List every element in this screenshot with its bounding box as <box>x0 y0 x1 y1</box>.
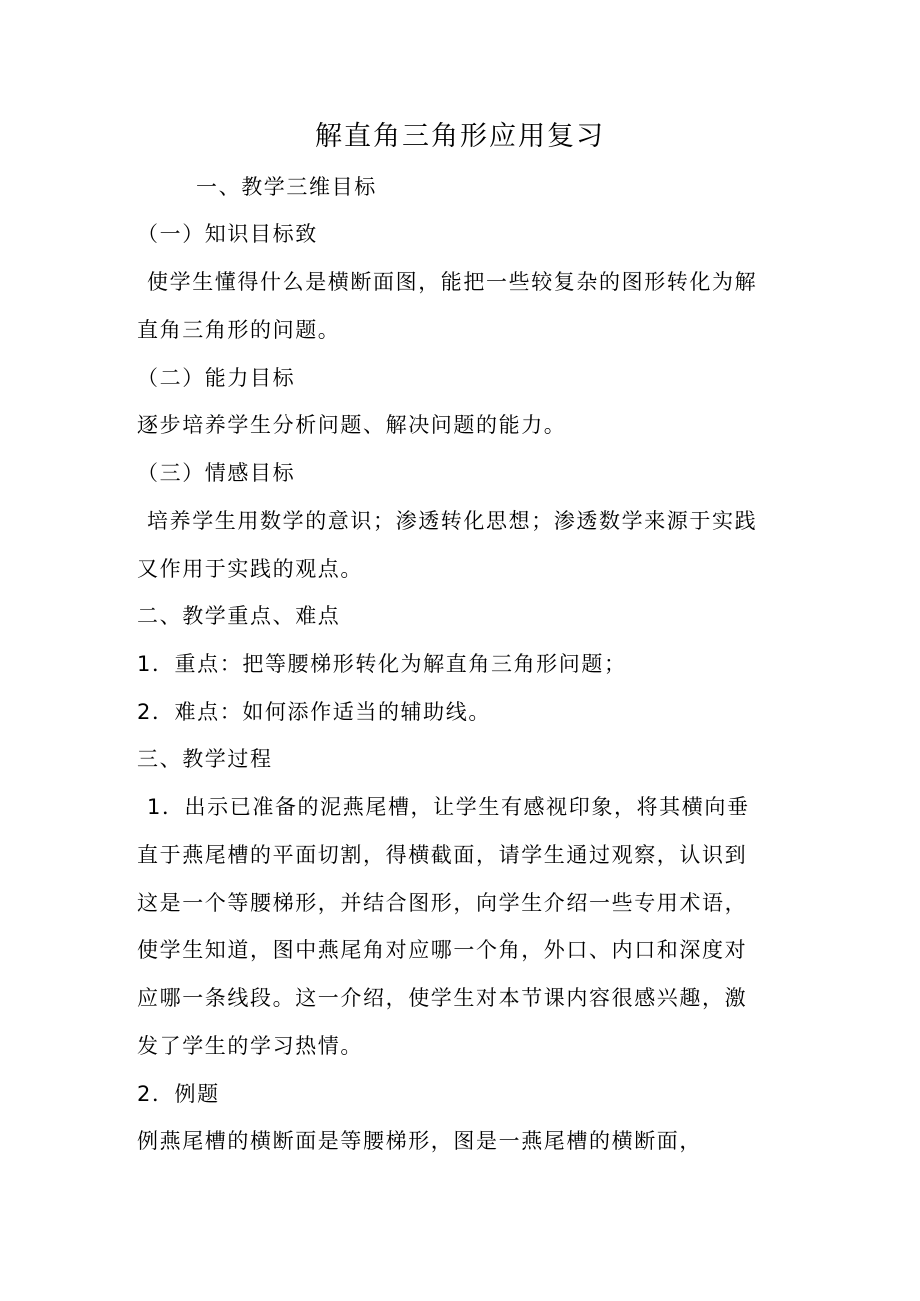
paragraph-line: 1．出示已准备的泥燕尾槽，让学生有感视印象，将其横向垂 <box>147 795 750 819</box>
paragraph-line: 应哪一条线段。这一介绍，使学生对本节课内容很感兴趣，激 <box>137 986 748 1010</box>
paragraph-line: 使学生知道，图中燕尾角对应哪一个角，外口、内口和深度对 <box>137 938 748 962</box>
paragraph-line: 直于燕尾槽的平面切割，得横截面，请学生通过观察，认识到 <box>137 843 748 867</box>
paragraph-line: 逐步培养学生分析问题、解决问题的能力。 <box>137 413 567 437</box>
subheading-knowledge-objective: （一）知识目标致 <box>137 222 318 246</box>
paragraph-line: 培养学生用数学的意识；渗透转化思想；渗透数学来源于实践 <box>147 509 758 533</box>
heading-3-process: 三、教学过程 <box>137 747 273 771</box>
document-title: 解直角三角形应用复习 <box>315 121 605 152</box>
paragraph-line: 使学生懂得什么是横断面图，能把一些较复杂的图形转化为解 <box>147 270 758 294</box>
subheading-emotion-objective: （三）情感目标 <box>137 461 296 485</box>
subheading-ability-objective: （二）能力目标 <box>137 366 296 390</box>
paragraph-line: 例燕尾槽的横断面是等腰梯形，图是一燕尾槽的横断面， <box>137 1129 702 1153</box>
paragraph-line: 直角三角形的问题。 <box>137 318 341 342</box>
heading-2-key-points: 二、教学重点、难点 <box>137 604 341 628</box>
paragraph-line: 这是一个等腰梯形，并结合图形，向学生介绍一些专用术语， <box>137 891 748 915</box>
list-item: 2．难点：如何添作适当的辅助线。 <box>137 700 491 724</box>
paragraph-line: 又作用于实践的观点。 <box>137 557 363 581</box>
heading-1-objectives: 一、教学三维目标 <box>196 175 377 199</box>
subheading-example: 2．例题 <box>137 1082 220 1106</box>
paragraph-line: 发了学生的学习热情。 <box>137 1034 363 1058</box>
list-item: 1．重点：把等腰梯形转化为解直角三角形问题； <box>137 652 627 676</box>
